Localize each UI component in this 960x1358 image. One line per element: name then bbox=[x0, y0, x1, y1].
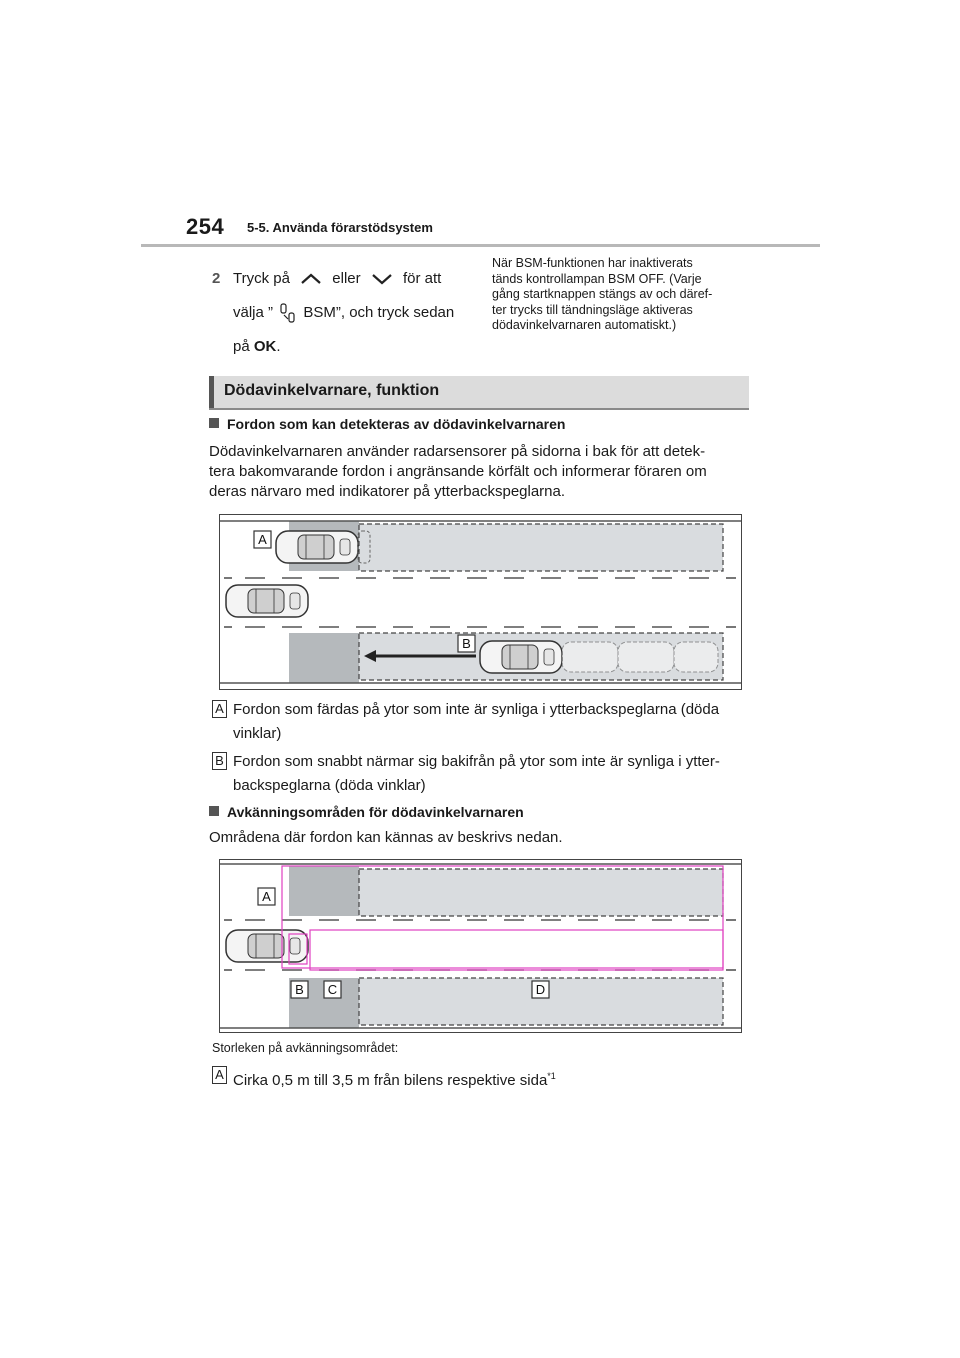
square-bullet-icon bbox=[209, 806, 219, 816]
step-text: BSM”, och tryck sedan bbox=[303, 304, 455, 321]
callout-a: A bbox=[262, 889, 271, 904]
paragraph-line: Dödavinkelvarnaren använder radarsensorer på sidorna i bak för att detek- bbox=[209, 443, 706, 460]
note-line: tänds kontrollampan BSM OFF. (Varje bbox=[492, 271, 702, 286]
step-line-2 bbox=[233, 296, 454, 330]
legend-line: Fordon som färdas på ytor som inte är synliga i ytterbackspeglarna (döda bbox=[233, 701, 720, 718]
step-text: välja ” bbox=[233, 304, 274, 321]
legend-text bbox=[233, 698, 753, 746]
page-number: 254 bbox=[186, 214, 225, 239]
legend-item-b bbox=[212, 750, 752, 798]
step-text: Tryck på bbox=[233, 270, 290, 287]
header-divider bbox=[141, 244, 820, 247]
areas-paragraph: Områdena där fordon kan kännas av beskrivs nedan. bbox=[209, 829, 563, 846]
footnote-ref: *1 bbox=[547, 1071, 556, 1081]
callout-a: A bbox=[258, 532, 267, 547]
chevron-up-icon bbox=[300, 272, 322, 286]
legend-line: backspeglarna (döda vinklar) bbox=[233, 777, 426, 794]
chevron-down-icon bbox=[371, 272, 393, 286]
section-accent bbox=[209, 376, 214, 408]
legend-item-size-a bbox=[212, 1064, 752, 1090]
running-header: 5-5. Använda förarstödsystem bbox=[247, 220, 433, 235]
callout-a: A bbox=[212, 1066, 227, 1084]
paragraph-line: tera bakomvarande fordon i angränsande körfält och informerar föraren om bbox=[209, 463, 707, 480]
callout-b: B bbox=[462, 636, 471, 651]
figure-2-drawing bbox=[220, 860, 741, 1032]
figure-blind-spot-vehicles bbox=[219, 514, 742, 690]
legend-line: Cirka 0,5 m till 3,5 m från bilens respektive sida bbox=[233, 1072, 548, 1089]
paragraph-line: deras närvaro med indikatorer på ytterbackspeglarna. bbox=[209, 483, 566, 500]
callout-c: C bbox=[327, 982, 338, 997]
note-line: ter trycks till tändningsläge aktiveras bbox=[492, 302, 693, 317]
step-text: . bbox=[276, 338, 281, 355]
figure-detection-areas bbox=[219, 859, 742, 1033]
step-line-3 bbox=[233, 330, 281, 364]
subheading-text: Fordon som kan detekteras av dödavinkelvarnaren bbox=[227, 416, 566, 432]
own-car bbox=[226, 930, 308, 962]
callout-b: B bbox=[295, 982, 304, 997]
own-car bbox=[226, 585, 308, 617]
subheading-areas bbox=[209, 804, 524, 820]
note-line: dödavinkelvarnaren automatiskt.) bbox=[492, 318, 677, 332]
car-adjacent-top bbox=[276, 531, 358, 563]
figure-1-drawing bbox=[220, 515, 741, 689]
step-number: 2 bbox=[212, 270, 221, 287]
step-text: på bbox=[233, 338, 250, 355]
callout-b: B bbox=[212, 752, 227, 770]
callout-d: D bbox=[535, 982, 546, 997]
callout-a: A bbox=[212, 700, 227, 718]
car-approaching bbox=[480, 641, 562, 673]
legend-item-a bbox=[212, 698, 752, 746]
step-text: för att bbox=[403, 270, 442, 287]
section-title: Dödavinkelvarnare, funktion bbox=[224, 382, 440, 399]
subheading-text: Avkänningsområden för dödavinkelvarnaren bbox=[227, 804, 524, 820]
step-text: eller bbox=[332, 270, 361, 287]
legend-line: vinklar) bbox=[233, 725, 282, 742]
step-line-1 bbox=[233, 262, 441, 296]
detect-paragraph bbox=[209, 442, 769, 502]
size-caption: Storleken på avkänningsområdet: bbox=[212, 1041, 399, 1055]
zone-dark bbox=[289, 866, 359, 916]
ok-button-glyph: OK bbox=[253, 338, 277, 355]
zone-light bbox=[359, 869, 723, 916]
zone-light bbox=[359, 524, 723, 571]
note-line: När BSM-funktionen har inaktiverats bbox=[492, 256, 693, 270]
legend-line: Fordon som snabbt närmar sig bakifrån på ytor som inte är synliga i ytter- bbox=[233, 753, 720, 770]
bsm-icon bbox=[280, 303, 296, 323]
note-line: gång startknappen stängs av och däref- bbox=[492, 287, 713, 301]
subheading-detect bbox=[209, 416, 565, 432]
square-bullet-icon bbox=[209, 418, 219, 428]
note bbox=[492, 256, 762, 334]
car-ghosts bbox=[562, 642, 718, 672]
zone-dark bbox=[289, 633, 359, 683]
legend-text bbox=[233, 1064, 753, 1093]
legend-text bbox=[233, 750, 753, 798]
section-title-bar bbox=[209, 376, 749, 410]
